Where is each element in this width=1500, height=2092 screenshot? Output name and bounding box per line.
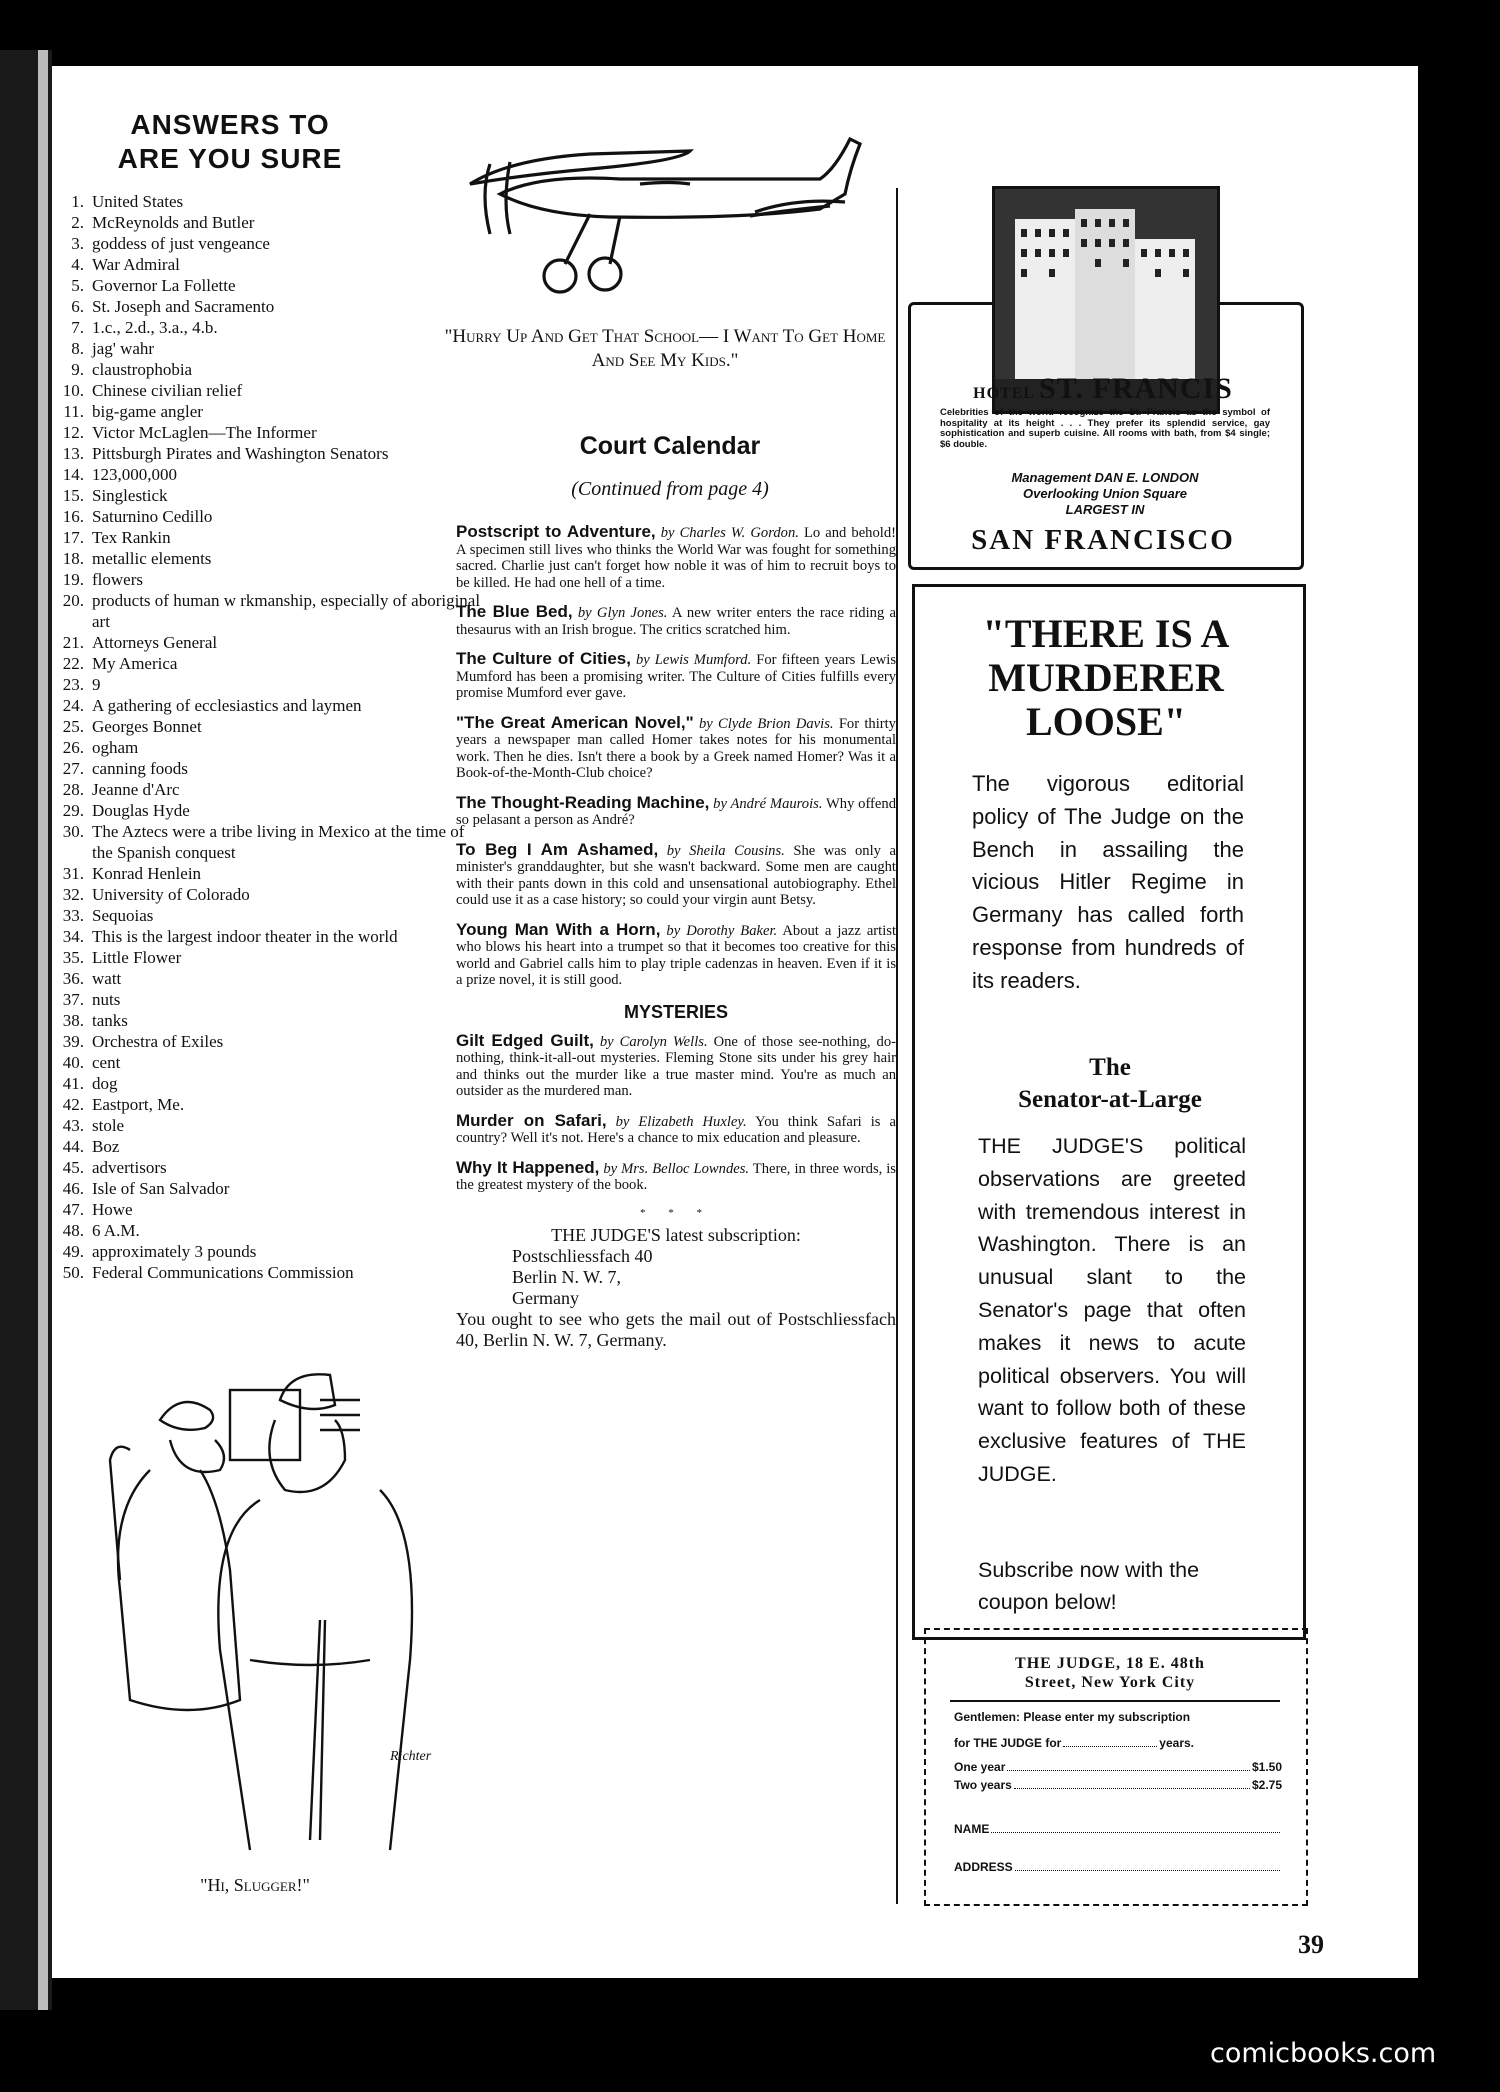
answer-text: nuts — [92, 990, 121, 1009]
answer-number: 37. — [62, 990, 84, 1009]
answer-number: 33. — [62, 906, 84, 925]
answer-text: 9 — [92, 675, 101, 694]
review-text: About a jazz artist who blows his heart into a trumpet so that it becomes too creative for this world and Gabriel calls him to play triple cadenzas in heaven. Even if it is a prize novel, it is still good. — [456, 922, 897, 988]
answer-number: 26. — [62, 738, 84, 757]
answer-text: A gathering of ecclesiastics and laymen — [92, 696, 362, 715]
subscription-note — [456, 1225, 896, 1351]
answer-number: 3. — [71, 234, 84, 253]
review-entry — [456, 1157, 896, 1194]
answer-text: 1.c., 2.d., 3.a., 4.b. — [92, 318, 218, 337]
answer-item — [48, 968, 488, 989]
address-line-2: Berlin N. W. 7, — [512, 1266, 622, 1287]
answer-text: University of Colorado — [92, 885, 250, 904]
answer-text: Little Flower — [92, 948, 182, 967]
answer-number: 20. — [62, 591, 84, 610]
court-calendar-title: Court Calendar — [579, 432, 761, 460]
answer-text: Konrad Henlein — [92, 864, 202, 883]
coupon-line-1: Gentlemen: Please enter my subscription — [954, 1710, 1191, 1724]
review-title: The Thought-Reading Machine, — [456, 792, 710, 812]
answer-text: Attorneys General — [92, 633, 218, 652]
answer-number: 12. — [62, 423, 84, 442]
answer-item — [48, 758, 488, 779]
answer-number: 45. — [62, 1158, 84, 1177]
coupon-header: THE JUDGE, 18 E. 48th Street, New York City — [1015, 1655, 1205, 1691]
answer-number: 15. — [62, 486, 84, 505]
mystery-reviews — [456, 1030, 896, 1194]
answer-text: big-game angler — [92, 402, 203, 421]
answer-number: 18. — [62, 549, 84, 568]
hotel-description: Celebrities of the world recognize the St. Francis as the symbol of hospitality at its height . . . They prefer its splendid service, gay sophistication and superb cuisine. All rooms with bath, from $4 single; $6 double. — [940, 407, 1270, 450]
answer-item — [48, 1031, 488, 1052]
answer-text: The Aztecs were a tribe living in Mexico at the time of the Spanish conquest — [92, 822, 465, 862]
review-title: The Culture of Cities, — [456, 649, 631, 668]
review-entry — [456, 651, 896, 702]
answer-text: This is the largest indoor theater in the world — [92, 927, 398, 946]
answer-text: St. Joseph and Sacramento — [92, 297, 275, 316]
answer-text: cent — [92, 1053, 121, 1072]
section-divider: * * * — [640, 1206, 712, 1219]
answer-item — [48, 800, 488, 821]
answer-item — [48, 527, 488, 548]
review-entry — [456, 839, 896, 909]
subscription-closing: You ought to see who gets the mail out of Postschliessfach 40, Berlin N. W. 7, Germany. — [456, 1308, 896, 1350]
answer-number: 32. — [62, 885, 84, 904]
review-entry — [456, 919, 897, 989]
coupon-term-row: for THE JUDGE for years. — [954, 1736, 1194, 1750]
answer-text: Sequoias — [92, 906, 154, 925]
review-entry — [456, 792, 896, 829]
answer-number: 13. — [62, 444, 84, 463]
hotel-name — [920, 372, 1286, 406]
answer-text: claustrophobia — [92, 360, 193, 379]
page-number: 39 — [1298, 1930, 1324, 1959]
answer-number: 6. — [71, 297, 84, 316]
hotel-prefix: HOTEL — [973, 385, 1036, 402]
ad-body-3: Subscribe now with the coupon below! — [978, 1558, 1200, 1614]
answer-number: 31. — [62, 864, 84, 883]
column-divider — [896, 188, 898, 1904]
answer-text: watt — [92, 969, 122, 988]
review-author: by Carolyn Wells. — [599, 1033, 708, 1050]
cartoon-signature: Richter — [390, 1749, 432, 1764]
answer-number: 49. — [62, 1242, 84, 1261]
answer-number: 25. — [62, 717, 84, 736]
answer-text: stole — [92, 1116, 125, 1135]
answer-item — [48, 1178, 488, 1199]
answer-number: 9. — [71, 360, 84, 379]
answer-text: My America — [92, 654, 178, 673]
review-author: by Elizabeth Huxley. — [615, 1113, 747, 1130]
answer-text: Governor La Follette — [92, 276, 236, 295]
slugger-cartoon — [80, 1360, 460, 1860]
answer-item — [48, 590, 488, 632]
review-title: Gilt Edged Guilt, — [456, 1030, 594, 1050]
answer-number: 28. — [62, 780, 84, 799]
answer-text: Eastport, Me. — [92, 1095, 185, 1114]
subscription-line: THE JUDGE'S latest subscription: — [551, 1224, 801, 1245]
ad-body-1: The vigorous editorial policy of The Judge on the Bench in assailing the vicious Hitler Regime in Germany has called forth response from hundreds of its readers. — [972, 771, 1244, 993]
review-text: There, in three words, is the greatest mystery of the book. — [456, 1160, 896, 1193]
answer-text: Pittsburgh Pirates and Washington Senators — [92, 444, 389, 463]
answers-title: ANSWERS TO ARE YOU SURE — [117, 109, 343, 174]
ad-subheading: The Senator-at-Large — [1018, 1054, 1202, 1113]
address-line-3: Germany — [512, 1287, 579, 1308]
answer-text: Jeanne d'Arc — [92, 780, 180, 799]
review-title: "The Great American Novel," — [456, 712, 694, 732]
answer-number: 40. — [62, 1053, 84, 1072]
answer-item — [48, 506, 488, 527]
coupon-name-field[interactable]: NAME — [954, 1822, 1282, 1836]
answer-item — [48, 1010, 488, 1031]
answer-item — [48, 926, 488, 947]
answer-number: 23. — [62, 675, 84, 694]
review-text: She was only a minister's granddaughter, but she wasn't backward. Some men are caught with their pants down in this cold and unsensational autobiography. Ethel could use it as a case history; so could your virgin aunt Betsy. — [456, 842, 896, 908]
answer-number: 4. — [71, 255, 84, 274]
answers-list — [48, 191, 488, 1283]
answer-item — [48, 905, 488, 926]
answer-item — [48, 884, 488, 905]
review-entry — [456, 604, 896, 638]
review-author: by Dorothy Baker. — [666, 922, 778, 939]
reviews-column — [456, 524, 896, 1351]
answer-number: 19. — [62, 570, 84, 589]
answer-number: 42. — [62, 1095, 84, 1114]
answer-text: 123,000,000 — [92, 465, 177, 484]
answer-number: 38. — [62, 1011, 84, 1030]
slugger-caption: "Hi, Slugger!" — [200, 1875, 310, 1895]
answer-number: 14. — [62, 465, 84, 484]
answer-item — [48, 737, 488, 758]
answer-item — [48, 296, 488, 317]
answer-number: 8. — [71, 339, 84, 358]
answer-number: 17. — [62, 528, 84, 547]
answer-number: 36. — [62, 969, 84, 988]
answer-text: approximately 3 pounds — [92, 1242, 257, 1261]
term-blank[interactable] — [1063, 1736, 1157, 1747]
answer-item — [48, 1115, 488, 1136]
review-title: The Blue Bed, — [456, 602, 573, 621]
answer-text: Orchestra of Exiles — [92, 1032, 224, 1051]
answer-number: 35. — [62, 948, 84, 967]
answer-item — [48, 443, 488, 464]
airplane-cartoon — [450, 124, 870, 314]
answer-item — [48, 674, 488, 695]
answer-item — [48, 569, 488, 590]
review-text: One of those see-nothing, do-nothing, think-it-all-out mysteries. Fleming Stone sits under his grey hair and thinks out the murder like a true master mind. You're as much an outsider as the murdered man. — [456, 1033, 896, 1099]
answer-item — [48, 989, 488, 1010]
review-text: You think Safari is a country? Well it's not. Here's a chance to mix education and pleasure. — [456, 1113, 896, 1146]
answer-text: goddess of just vengeance — [92, 234, 270, 253]
answer-number: 27. — [62, 759, 84, 778]
answer-item — [48, 1094, 488, 1115]
watermark: comicbooks.com — [1210, 2038, 1437, 2069]
answer-text: tanks — [92, 1011, 128, 1030]
answer-item — [48, 485, 488, 506]
review-text: For fifteen years Lewis Mumford has been a promising writer. The Culture of Cities fulfills every promise Mumford ever gave. — [456, 652, 897, 701]
answer-item — [48, 653, 488, 674]
answer-number: 22. — [62, 654, 84, 673]
answer-text: Isle of San Salvador — [92, 1179, 230, 1198]
page-binding — [0, 50, 52, 2010]
answer-number: 39. — [62, 1032, 84, 1051]
answer-text: McReynolds and Butler — [92, 213, 255, 232]
answer-number: 47. — [62, 1200, 84, 1219]
answer-item — [48, 212, 488, 233]
ad-headline: "THERE IS A MURDERER LOOSE" — [982, 611, 1230, 744]
answer-text: Federal Communications Commission — [92, 1263, 354, 1282]
coupon-address-field[interactable]: ADDRESS — [954, 1860, 1282, 1874]
answer-item — [48, 1052, 488, 1073]
hotel-title: ST. FRANCIS — [1039, 372, 1233, 405]
review-entry — [456, 524, 896, 591]
answer-number: 5. — [71, 276, 84, 295]
review-author: by Lewis Mumford. — [635, 652, 752, 668]
answer-item — [48, 947, 488, 968]
answer-item — [48, 716, 488, 737]
coupon-two-year-row[interactable]: Two years $2.75 — [954, 1778, 1282, 1792]
answer-text: Tex Rankin — [92, 528, 171, 547]
answer-number: 30. — [62, 822, 84, 841]
answer-item — [48, 1241, 488, 1262]
ad-body-2: THE JUDGE'S political observations are greeted with tremendous interest in Washington. There is an unusual slant to the Senator's page that often makes it news to acute political observers. You will want to follow both of these exclusive features of THE JUDGE. — [978, 1134, 1246, 1486]
hotel-city: SAN FRANCISCO — [971, 524, 1235, 556]
answer-text: Singlestick — [92, 486, 168, 505]
answer-item — [48, 695, 488, 716]
review-title: Postscript to Adventure, — [456, 522, 656, 541]
answer-item — [48, 401, 488, 422]
court-calendar-subtitle: (Continued from page 4) — [571, 478, 769, 500]
review-title: Murder on Safari, — [456, 1110, 607, 1130]
review-entry — [456, 1030, 896, 1100]
answer-text: jag' wahr — [92, 339, 155, 358]
review-title: Young Man With a Horn, — [456, 919, 661, 939]
answer-item — [48, 464, 488, 485]
answer-text: flowers — [92, 570, 143, 589]
review-entry — [456, 712, 896, 782]
review-author: by Mrs. Belloc Lowndes. — [603, 1160, 750, 1177]
answer-text: Chinese civilian relief — [92, 381, 243, 400]
answer-item — [48, 779, 488, 800]
answer-text: dog — [92, 1074, 118, 1093]
answer-item — [48, 275, 488, 296]
answer-text: Georges Bonnet — [92, 717, 202, 736]
coupon-rule — [950, 1700, 1280, 1702]
review-text: Lo and behold! A specimen still lives who thinks the World War was fought for something sacred. Charlie just can't forget how noble it was of him to recruit boys to be killed. He had one hell of a time. — [456, 525, 896, 591]
review-author: by Clyde Brion Davis. — [698, 715, 834, 732]
answer-text: Saturnino Cedillo — [92, 507, 213, 526]
answer-text: ogham — [92, 738, 139, 757]
answer-item — [48, 254, 488, 275]
answer-number: 43. — [62, 1116, 84, 1135]
answer-item — [48, 548, 488, 569]
answer-item — [48, 1220, 488, 1241]
answer-number: 46. — [62, 1179, 84, 1198]
review-entry — [456, 1110, 896, 1147]
answer-item — [48, 863, 488, 884]
review-author: by Glyn Jones. — [577, 605, 668, 621]
answer-number: 44. — [62, 1137, 84, 1156]
review-author: by Charles W. Gordon. — [660, 525, 799, 541]
answer-number: 34. — [62, 927, 84, 946]
answer-item — [48, 380, 488, 401]
answer-text: War Admiral — [92, 255, 180, 274]
review-text: Why offend so pelasant a person as André? — [456, 795, 896, 828]
answer-number: 21. — [62, 633, 84, 652]
review-title: To Beg I Am Ashamed, — [456, 839, 659, 859]
answer-number: 24. — [62, 696, 84, 715]
answer-item — [48, 632, 488, 653]
answer-text: metallic elements — [92, 549, 212, 568]
answer-item — [48, 233, 488, 254]
review-text: For thirty years a newspaper man called Homer takes notes for his monumental work. Then he dies. Isn't there a book by a Greek named Homer? Was it a Book-of-the-Month-Club choice? — [456, 715, 896, 781]
answer-number: 10. — [62, 381, 84, 400]
answer-item — [48, 191, 488, 212]
answer-text: products of human w rkmanship, especially of aboriginal art — [92, 591, 481, 631]
review-title: Why It Happened, — [456, 1157, 600, 1177]
review-author: by André Maurois. — [713, 795, 823, 812]
answer-text: advertisors — [92, 1158, 167, 1177]
answer-number: 7. — [71, 318, 84, 337]
answer-item — [48, 1262, 488, 1283]
answer-item — [48, 1073, 488, 1094]
answer-item — [48, 821, 488, 863]
airplane-caption: "Hurry Up And Get That School— I Want To Get Home And See My Kids." — [444, 326, 886, 371]
answer-item — [48, 1136, 488, 1157]
answer-item — [48, 338, 488, 359]
answer-number: 41. — [62, 1074, 84, 1093]
book-reviews — [456, 524, 896, 989]
answer-item — [48, 1199, 488, 1220]
answer-number: 1. — [71, 192, 84, 211]
answer-number: 48. — [62, 1221, 84, 1240]
answer-item — [48, 317, 488, 338]
answer-number: 50. — [62, 1263, 84, 1282]
answer-text: Howe — [92, 1200, 133, 1219]
answer-text: 6 A.M. — [92, 1221, 140, 1240]
answer-text: Boz — [92, 1137, 120, 1156]
coupon-one-year-row[interactable]: One year $1.50 — [954, 1760, 1282, 1774]
answer-text: United States — [92, 192, 184, 211]
answer-text: Douglas Hyde — [92, 801, 190, 820]
hotel-management: Management DAN E. LONDON Overlooking Union Square LARGEST IN — [1011, 470, 1199, 517]
answer-item — [48, 359, 488, 380]
answer-number: 2. — [71, 213, 84, 232]
mysteries-heading: MYSTERIES — [623, 1001, 729, 1022]
answer-number: 11. — [63, 402, 84, 421]
review-text: A new writer enters the race riding a thesaurus with an Irish brogue. The critics scratched him. — [456, 605, 896, 638]
answer-item — [48, 1157, 488, 1178]
answer-number: 16. — [62, 507, 84, 526]
answer-item — [48, 422, 488, 443]
answer-text: canning foods — [92, 759, 188, 778]
answer-number: 29. — [62, 801, 84, 820]
address-line-1: Postschliessfach 40 — [512, 1245, 653, 1266]
answer-text: Victor McLaglen—The Informer — [92, 423, 317, 442]
review-author: by Sheila Cousins. — [666, 842, 785, 859]
